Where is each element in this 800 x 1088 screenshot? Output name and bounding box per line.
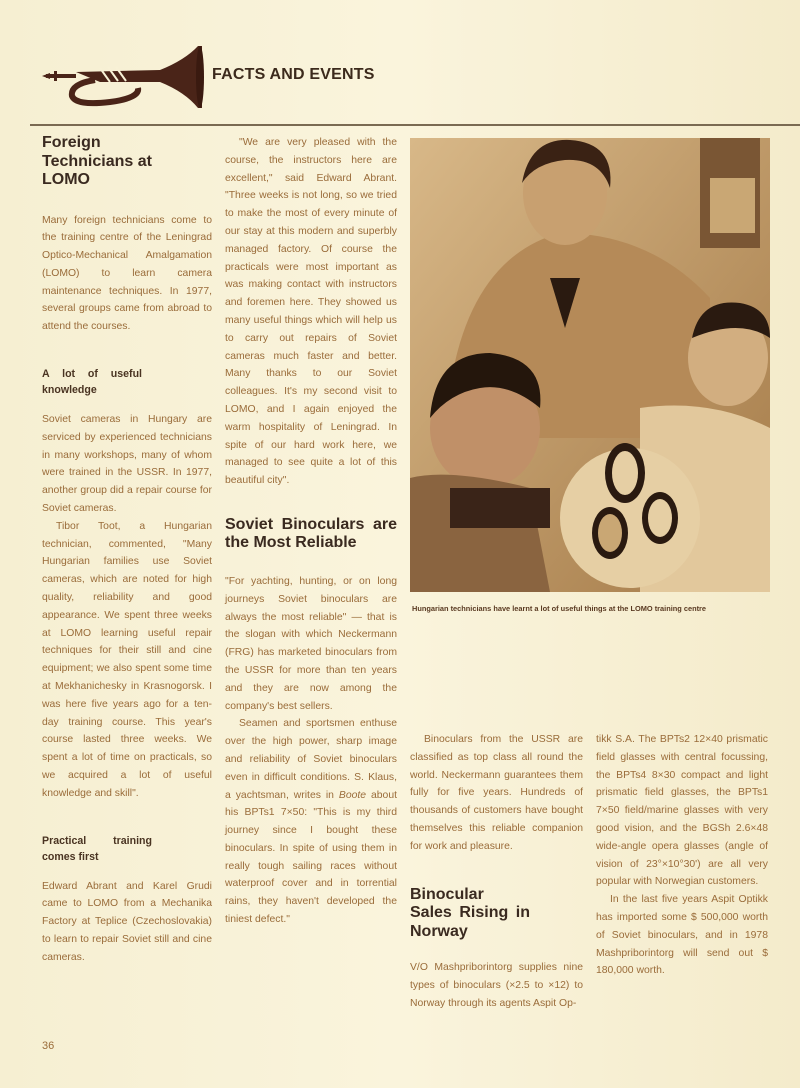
headline-foreign-technicians: Foreign Technicians at LOMO: [42, 134, 152, 188]
subheading-useful-knowledge: A lot of useful knowledge: [42, 368, 142, 397]
paragraph-start: V/O Mashpriborintorg supplies nine types of binoculars (×2.5 to ×12) to Norway through its agents Aspit Op-: [410, 962, 583, 1009]
paragraph: "For yachting, hunting, or on long journeys Soviet binoculars are always the most reliable" — that is the slogan with which Neckermann (FRG) has marketed binoculars from the USSR for more than ten years and they are now among the company's best sellers.: [225, 575, 397, 712]
paragraph: Binoculars from the USSR are classified as top class all round the world. Neckermann guarantees them fully for five years. Hundreds of thousands of customers have bought themselves this reliable companion for work and pleasure.: [410, 734, 583, 852]
column-2: [225, 134, 397, 929]
column-4: [596, 731, 768, 980]
paragraph: Soviet cameras in Hungary are serviced by experienced technicians in many workshops, many of whom were trained in the USSR. In 1977, another group did a repair course for Soviet cameras.: [42, 414, 212, 515]
photo-technicians: [410, 138, 770, 592]
header-divider: [30, 124, 800, 126]
column-3: [410, 731, 583, 1012]
photo-caption: Hungarian technicians have learnt a lot of useful things at the LOMO training centre: [412, 604, 707, 613]
bugle-icon: [40, 42, 210, 112]
headline-binocular-sales: Binocular Sales Rising in Norway: [410, 885, 530, 940]
page-number: 36: [42, 1040, 55, 1052]
paragraph: Edward Abrant and Karel Grudi came to LOMO from a Mechanika Factory at Teplice (Czechoslovakia) to learn to repair Soviet still and cine cameras.: [42, 880, 212, 963]
section-header: [40, 42, 800, 122]
paragraph: In the last five years Aspit Optikk has imported some $ 500,000 worth of Soviet binoculars, and in 1978 Mashpriborintorg will send out $ 180,000 worth.: [596, 894, 768, 977]
paragraph: tikk S.A. The BPTs2 12×40 prismatic field glasses with central focussing, the BPTs4 8×30 compact and light prismatic field glasses, the BPTs1 7×50 field/marine glasses with very good vision, and the BGSh 2.6×48 wide-angle opera glasses (angle of vision of 23°×10°30') are all very popular with Norwegian customers.: [596, 734, 768, 888]
paragraph: Tibor Toot, a Hungarian technician, commented, "Many Hungarian families use Soviet cameras, which are noted for high quality, reliability and good appearance. We spent three weeks at LOMO learning useful repair techniques for their still and cine equipment; we also spent some time at Mekhanichesky in Krasnogorsk. I was here five years ago for a ten-day training course. This year's course lasted three weeks. We spent a lot of time on practicals, so we acquired a lot of useful knowledge and skill".: [42, 520, 212, 799]
photo-image: [410, 138, 770, 592]
column-1: [42, 134, 212, 967]
section-title: FACTS AND EVENTS: [212, 66, 375, 83]
magazine-title: Boote: [338, 789, 367, 801]
paragraph-continued: [596, 731, 768, 891]
paragraph-quote-abrant: "We are very pleased with the course, the instructors here are excellent," said Edward Abrant. "Three weeks is not long, so we tried to make the most of every minute of our stay at this modern and superbly managed factory. Of course the practicals were most important as was making contact with instructors and foremen here. They showed us many useful things which will help us to carry out repairs of Soviet cameras much faster and better. Many thanks to our Soviet colleagues. It's my second visit to LOMO, and I again enjoyed the warm hospitality of Leningrad. In spite of our hard work here, we managed to see quite a lot of this beautiful city".: [225, 137, 397, 487]
paragraph: [225, 715, 397, 929]
subheading-practical-training: Practical training comes first: [42, 834, 152, 863]
article-intro: Many foreign technicians come to the training centre of the Leningrad Optico-Mechanical Amalgamation (LOMO) to learn camera maintenance techniques. In 1977, several groups came from abroad to attend the courses.: [42, 214, 212, 333]
headline-soviet-binoculars: Soviet Binoculars are the Most Reliable: [225, 515, 397, 552]
text: about his BPTs1 7×50: "This is my third journey since I bought these binoculars. In spite of using them in really tough sailing races without waterproof cover and in torrential rains, they haven't developed the tiniest defect.": [225, 789, 397, 926]
text: Seamen and sportsmen enthuse over the high power, sharp image and reliability of Soviet binoculars even in difficult conditions. S. Klaus, a yachtsman, writes in: [225, 718, 397, 801]
